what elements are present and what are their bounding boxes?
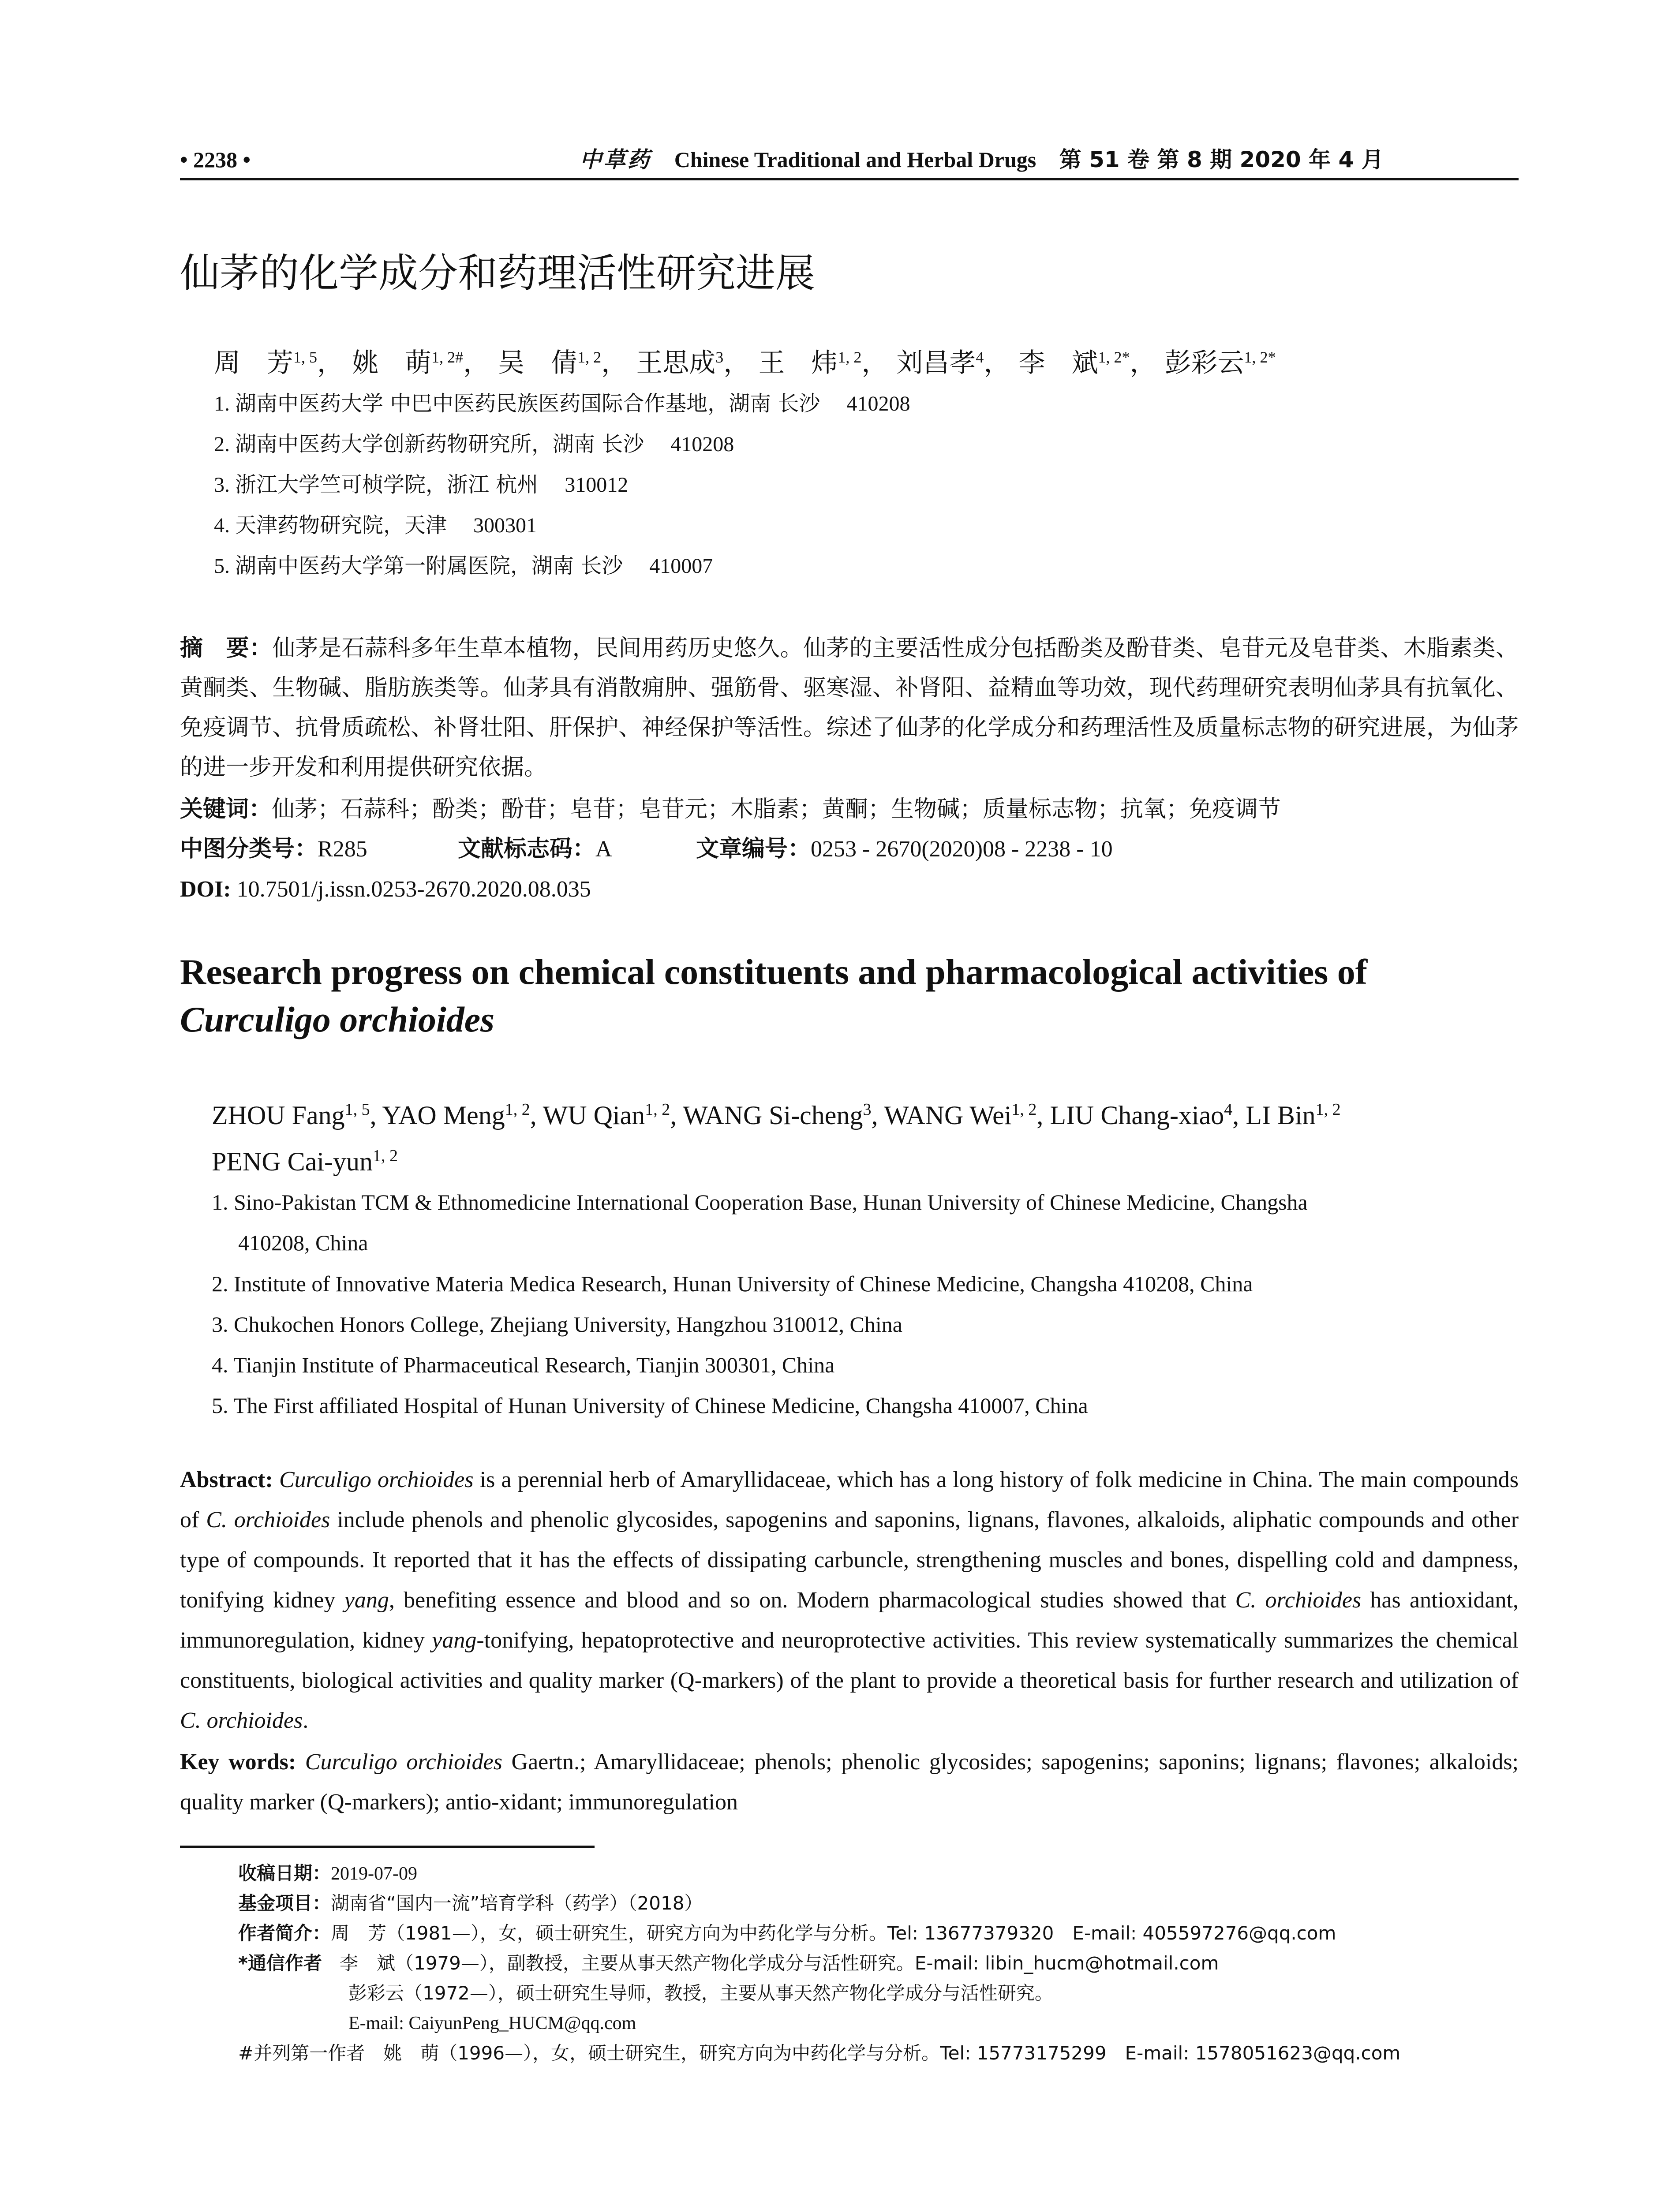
running-header bbox=[180, 141, 1519, 180]
page-number: • 2238 • bbox=[180, 147, 251, 172]
doi-label: DOI: bbox=[180, 877, 231, 902]
author-cn: 李 斌$^{1, 2*}$ bbox=[1018, 348, 1130, 378]
affiliation-en: 5. The First affiliated Hospital of Hunan University of Chinese Medicine, Changsha 410007, China bbox=[212, 1393, 1088, 1418]
authors-cn: 周 芳$^{1, 5}$， 姚 萌$^{1, 2\#}$， 吴 倩$^{1, 2}$， 王思成$^3$， 王 炜$^{1, 2}$， 刘昌孝$^4$， 李 斌$^{1, 2*}$， 彭彩云$^{1, 2*}$ bbox=[214, 348, 1276, 378]
journal-name-en: Chinese Traditional and Herbal Drugs bbox=[674, 147, 1036, 172]
author-en: LI Bin$^{1, 2}$ bbox=[1246, 1100, 1341, 1130]
author-cn: 刘昌孝$^4$ bbox=[896, 348, 984, 378]
footnote-received: 收稿日期：2019-07-09 bbox=[238, 1862, 417, 1884]
affiliation-cn: 3. 浙江大学竺可桢学院，浙江 杭州 310012 bbox=[214, 472, 629, 497]
abstract-en: Abstract: Curculigo orchioides is a perennial herb of Amaryllidaceae, which has a long history of folk medicine in China. The main compounds of C. orchioides include phenols and phenolic glycosides, sapogenins and saponins, lignans, flavones, alkaloids, aliphatic compounds and other type of compounds. It reported that it has the effects of dissipating carbuncle, strengthening muscles and bones, dispelling cold and dampness, tonifying kidney yang, benefiting essence and blood and so on. Modern pharmacological studies showed that C. orchioides has antioxidant, immunoregulation, kidney yang-tonifying, hepatoprotective and neuroprotective activities. This review systematically summarizes the chemical constituents, biological activities and quality marker (Q-markers) of the plant to provide a theoretical basis for further research and utilization of C. orchioides. bbox=[180, 1467, 1519, 1733]
affiliation-cn: 5. 湖南中医药大学第一附属医院，湖南 长沙 410007 bbox=[214, 553, 713, 578]
classification-row bbox=[180, 829, 1519, 869]
affiliation-en: 4. Tianjin Institute of Pharmaceutical Research, Tianjin 300301, China bbox=[212, 1353, 835, 1377]
author-en: WANG Wei$^{1, 2}$ bbox=[884, 1100, 1037, 1130]
author-en: YAO Meng$^{1, 2}$ bbox=[382, 1100, 530, 1130]
affiliation-en: 2. Institute of Innovative Materia Medica Research, Hunan University of Chinese Medicine, Changsha 410208, China bbox=[212, 1271, 1253, 1296]
keywords-en-label: Key words: bbox=[180, 1749, 296, 1775]
doi bbox=[180, 870, 591, 909]
title-species: Curculigo orchioides bbox=[180, 999, 495, 1039]
author-en: WU Qian$^{1, 2}$ bbox=[543, 1100, 670, 1130]
author-cn: 姚 萌$^{1, 2\#}$ bbox=[352, 348, 464, 378]
journal-info bbox=[445, 141, 1519, 178]
author-cn: 吴 倩$^{1, 2}$ bbox=[498, 348, 602, 378]
author-cn: 彭彩云$^{1, 2*}$ bbox=[1164, 348, 1276, 378]
author-en: ZHOU Fang$^{1, 5}$ bbox=[212, 1100, 370, 1130]
abstract-en-label: Abstract: bbox=[180, 1467, 273, 1492]
doi-value: 10.7501/j.issn.0253-2670.2020.08.035 bbox=[236, 877, 591, 902]
keywords-cn bbox=[180, 789, 1519, 829]
article-number: 文章编号：0253 - 2670(2020)08 - 2238 - 10 bbox=[696, 836, 1113, 862]
author-cn: 王 炜$^{1, 2}$ bbox=[758, 348, 862, 378]
footnote-corresponding: *通信作者 李 斌（1979—），副教授，主要从事天然产物化学成分与活性研究。E-mail: libin_hucm@hotmail.com bbox=[238, 1952, 1219, 1974]
keywords-en: Key words: Curculigo orchioides Gaertn.; Amaryllidaceae; phenols; phenolic glycosides; sapogenins; saponins; lignans; flavones; alkaloids; quality marker (Q-markers); antio-xidant; immunoregulation bbox=[180, 1749, 1519, 1815]
footnote-cofirst: #并列第一作者 姚 萌（1996—），女，硕士研究生，研究方向为中药化学与分析。Tel: 15773175299 E-mail: 1578051623@qq.com bbox=[238, 2042, 1401, 2064]
journal-name-cn: 中草药 bbox=[580, 147, 651, 172]
keywords-cn-label: 关键词： bbox=[180, 796, 272, 822]
affiliation-en: 1. Sino-Pakistan TCM & Ethnomedicine International Cooperation Base, Hunan University of Chinese Medicine, Changsha 410208, China bbox=[212, 1190, 1308, 1255]
footnote-rule bbox=[180, 1846, 595, 1848]
author-en: LIU Chang-xiao$^4$ bbox=[1050, 1100, 1233, 1130]
keywords-cn-text: 仙茅；石蒜科；酚类；酚苷；皂苷；皂苷元；木脂素；黄酮；生物碱；质量标志物；抗氧；免疫调节 bbox=[272, 796, 1281, 822]
clc-number: 中图分类号：R285 bbox=[180, 836, 367, 862]
abstract-cn-label: 摘 要： bbox=[180, 635, 273, 662]
title-cn: 仙茅的化学成分和药理活性研究进展 bbox=[180, 250, 815, 296]
affiliation-cn: 2. 湖南中医药大学创新药物研究所，湖南 长沙 410208 bbox=[214, 432, 734, 456]
author-en: PENG Cai-yun$^{1, 2}$ bbox=[212, 1147, 398, 1176]
footnote-corresponding-2-email: E-mail: CaiyunPeng_HUCM@qq.com bbox=[348, 2013, 636, 2033]
abstract-cn-text: 仙茅是石蒜科多年生草本植物，民间用药历史悠久。仙茅的主要活性成分包括酚类及酚苷类、皂苷元及皂苷类、木脂素类、黄酮类、生物碱、脂肪族类等。仙茅具有消散痈肿、强筋骨、驱寒湿、补肾阳、益精血等功效，现代药理研究表明仙茅具有抗氧化、免疫调节、抗骨质疏松、补肾壮阳、肝保护、神经保护等活性。综述了仙茅的化学成分和药理活性及质量标志物的研究进展，为仙茅的进一步开发和利用提供研究依据。 bbox=[180, 635, 1519, 781]
footnote-corresponding-2: 彭彩云（1972—），硕士研究生导师，教授，主要从事天然产物化学成分与活性研究。 bbox=[348, 1982, 1053, 2004]
author-en: WANG Si-cheng$^3$ bbox=[683, 1100, 872, 1130]
affiliation-cn: 1. 湖南中医药大学 中巴中医药民族医药国际合作基地，湖南 长沙 410208 bbox=[214, 391, 910, 416]
authors-en: ZHOU Fang$^{1, 5}$, YAO Meng$^{1, 2}$, WU Qian$^{1, 2}$, WANG Si-cheng$^3$, WANG Wei$^{1, 2}$, LIU Chang-xiao$^4$, LI Bin$^{1, 2}$ PENG Cai-yun$^{1, 2}$ bbox=[212, 1100, 1341, 1176]
author-cn: 王思成$^3$ bbox=[636, 348, 724, 378]
title-en: Research progress on chemical constituents and pharmacological activities of Curculigo orchioides bbox=[180, 952, 1368, 1039]
abstract-cn bbox=[180, 628, 1519, 787]
footnote-fund: 基金项目：湖南省“国内一流”培育学科（药学）（2018） bbox=[238, 1892, 703, 1914]
affiliation-cn: 4. 天津药物研究院，天津 300301 bbox=[214, 513, 537, 538]
affiliation-en: 3. Chukochen Honors College, Zhejiang University, Hangzhou 310012, China bbox=[212, 1312, 902, 1337]
author-cn: 周 芳$^{1, 5}$ bbox=[214, 348, 317, 378]
footnote-author-bio: 作者简介：周 芳（1981—），女，硕士研究生，研究方向为中药化学与分析。Tel: 13677379320 E-mail: 405597276@qq.com bbox=[238, 1922, 1336, 1944]
document-code: 文献标志码：A bbox=[458, 836, 612, 862]
issue-info: 第 51 卷 第 8 期 2020 年 4 月 bbox=[1059, 147, 1384, 172]
